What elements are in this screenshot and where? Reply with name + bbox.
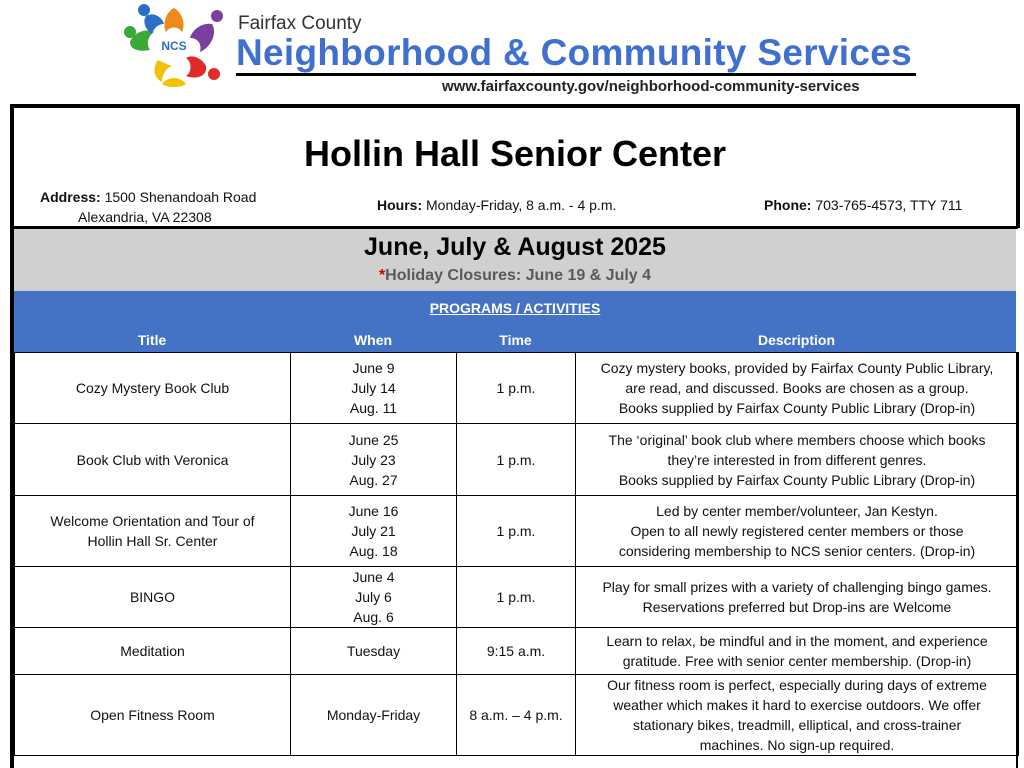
program-when-line: Tuesday	[346, 643, 401, 659]
program-when-line: Aug. 11	[349, 400, 398, 416]
table-row	[15, 628, 1019, 675]
program-description-line: Cozy mystery books, provided by Fairfax County Public Library,	[600, 360, 994, 376]
program-when-cell	[291, 567, 457, 628]
table-row	[15, 424, 1019, 496]
program-title-line: Book Club with Veronica	[76, 451, 229, 468]
program-when-line: June 9	[352, 360, 395, 376]
program-description-cell	[576, 675, 1019, 756]
program-time-cell: 1 p.m.	[457, 424, 576, 496]
phone-label: Phone:	[764, 197, 812, 213]
program-description-cell	[576, 424, 1019, 496]
holiday-asterisk: *	[378, 267, 386, 284]
program-description-cell	[576, 628, 1019, 675]
column-header-title: Title	[137, 332, 167, 348]
column-header-when: When	[353, 332, 393, 348]
program-when-line: Monday-Friday	[326, 707, 421, 723]
phone-value: 703-765-4573, TTY 711	[815, 197, 963, 213]
program-description-line: are read, and discussed. Books are chosen as a group.	[625, 380, 969, 396]
table-row	[15, 496, 1019, 567]
program-title-line: BINGO	[129, 589, 176, 605]
program-description-line: Reservations preferred but Drop-ins are Welcome	[642, 599, 952, 615]
program-description-line: machines. No sign-up required.	[699, 737, 895, 753]
program-description-line: Books supplied by Fairfax County Public Library (Drop-in)	[618, 400, 976, 416]
website-url[interactable]: www.fairfaxcounty.gov/neighborhood-community-services	[442, 78, 860, 95]
program-description-line: Play for small prizes with a variety of challenging bingo games.	[602, 579, 992, 595]
table-row	[15, 353, 1019, 424]
program-title-cell	[15, 496, 291, 567]
program-when-line: June 25	[348, 431, 399, 448]
program-description-line: Learn to relax, be mindful and in the moment, and experience	[606, 633, 988, 649]
program-when-cell	[291, 628, 457, 675]
ncs-logo	[122, 2, 226, 90]
program-title-line: Welcome Orientation and Tour of	[50, 513, 255, 529]
program-description-line: stationary bikes, treadmill, elliptical, and cross-trainer	[632, 717, 962, 733]
programs-section-title: PROGRAMS / ACTIVITIES	[429, 300, 601, 316]
program-when-line: Aug. 27	[349, 471, 398, 488]
holiday-closures	[14, 267, 1016, 285]
frame-right-border	[1016, 104, 1020, 228]
program-description-cell	[576, 496, 1019, 567]
program-description-line: gratitude. Free with senior center membership. (Drop-in)	[622, 653, 972, 669]
program-when-cell	[291, 353, 457, 424]
program-when-line: Aug. 6	[353, 609, 394, 625]
program-title-cell	[15, 628, 291, 675]
program-when-cell	[291, 496, 457, 567]
frame-top-border	[10, 104, 1020, 108]
program-title-line: Hollin Hall Sr. Center	[87, 533, 218, 549]
hours-value: Monday-Friday, 8 a.m. - 4 p.m.	[426, 197, 617, 213]
program-description-line: Our fitness room is perfect, especially during days of extreme	[607, 677, 987, 693]
program-time-cell: 9:15 a.m.	[457, 628, 576, 675]
program-when-line: July 21	[351, 523, 396, 539]
program-title-line: Open Fitness Room	[90, 707, 215, 723]
program-time-cell: 1 p.m.	[457, 567, 576, 628]
table-row	[15, 567, 1019, 628]
address-label: Address:	[40, 189, 101, 205]
program-description-line: Open to all newly registered center members or those	[630, 523, 964, 539]
org-county-name: Fairfax County	[238, 13, 362, 34]
address-line2: Alexandria, VA 22308	[78, 209, 212, 225]
program-time-cell: 8 a.m. – 4 p.m.	[457, 675, 576, 756]
program-description-cell	[576, 567, 1019, 628]
column-header-description: Description	[757, 332, 835, 348]
center-hours	[377, 197, 616, 213]
program-time-cell: 1 p.m.	[457, 353, 576, 424]
program-title-cell	[15, 675, 291, 756]
center-address	[40, 187, 256, 227]
program-title-cell	[15, 353, 291, 424]
program-when-cell	[291, 424, 457, 496]
org-department-name: Neighborhood & Community Services	[236, 32, 912, 73]
program-when-line: June 16	[348, 503, 399, 519]
table-row	[15, 675, 1019, 756]
program-when-line: June 4	[352, 569, 395, 585]
header-divider	[236, 73, 916, 76]
column-header-time: Time	[499, 332, 532, 348]
program-when-line: Aug. 18	[349, 543, 398, 559]
program-time-cell: 1 p.m.	[457, 496, 576, 567]
center-phone	[764, 197, 962, 213]
holiday-text: Holiday Closures: June 19 & July 4	[385, 267, 652, 284]
program-description-line: The ‘original’ book club where members choose which books	[608, 431, 986, 448]
logo-text: NCS	[161, 39, 187, 53]
program-description-line: considering membership to NCS senior centers. (Drop-in)	[618, 543, 976, 559]
season-banner	[14, 229, 1016, 291]
program-description-cell	[576, 353, 1019, 424]
program-when-line: July 14	[351, 380, 396, 396]
program-description-line: Books supplied by Fairfax County Public Library (Drop-in)	[618, 471, 976, 488]
program-when-line: July 6	[355, 589, 392, 605]
program-title-cell	[15, 567, 291, 628]
program-title-line: Meditation	[120, 643, 185, 659]
center-title: Hollin Hall Senior Center	[303, 133, 727, 174]
program-description-line: Led by center member/volunteer, Jan Kestyn.	[656, 503, 938, 519]
program-when-line: July 23	[351, 451, 396, 468]
hours-label: Hours:	[377, 197, 423, 213]
program-description-line: weather which makes it hard to exercise outdoors. We offer	[613, 697, 981, 713]
program-title-cell	[15, 424, 291, 496]
season-title: June, July & August 2025	[364, 233, 666, 261]
program-description-line: they’re interested in from different genres.	[667, 451, 927, 468]
address-line1: 1500 Shenandoah Road	[104, 189, 257, 205]
program-title-line: Cozy Mystery Book Club	[75, 380, 230, 396]
programs-table	[14, 352, 1019, 756]
program-when-cell	[291, 675, 457, 756]
programs-header	[14, 291, 1016, 352]
